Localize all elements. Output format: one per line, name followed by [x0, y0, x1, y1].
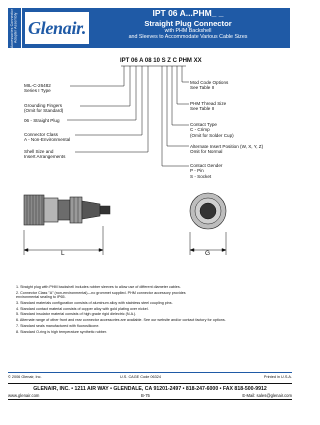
callout-grounding-fingers	[24, 103, 63, 114]
callout-alternate-insert	[190, 144, 263, 155]
note-item: 7. Standard seals manufactured with fluorosilicone.	[16, 323, 100, 328]
dimension-length-label: L	[61, 250, 65, 257]
callout-straight-plug	[24, 118, 60, 123]
title-sleeves: and Sleeves to Accommodate Various Cable Sizes	[128, 34, 248, 40]
callout-text: C - Crimp	[190, 127, 210, 133]
callout-text: P - Pin	[190, 168, 204, 174]
website-link[interactable]: www.glenair.com	[8, 393, 40, 398]
callout-text: S - Socket	[190, 173, 212, 179]
printed-in: Printed in U.S.A.	[263, 375, 292, 379]
connector-end-view	[190, 193, 226, 229]
email-link[interactable]: E-Mail: sales@glenair.com	[242, 393, 292, 398]
title-part-number: IPT 06 A...PHM_ _	[152, 8, 224, 18]
callout-text: Mod Code Options	[190, 80, 229, 85]
callout-contact-gender	[190, 163, 222, 179]
cage-code: U.S. CAGE Code 06324	[120, 375, 161, 379]
callout-leader-lines	[67, 66, 189, 166]
note-item: 8. Standard O-ring is high temperature synthetic rubber.	[16, 329, 108, 334]
callout-phm-thread	[190, 101, 226, 112]
note-item: 2. Connector Class "A" (non-environmental)—no grommet supplied. PHM connector accessory provides	[16, 290, 186, 295]
footer-divider	[8, 372, 292, 373]
note-item: 6. Alternate range of other front and rear connector accessories are available. See our website and/or contact factory for options.	[16, 318, 226, 323]
callout-connector-class	[24, 132, 70, 143]
callout-text: See Table II	[190, 106, 215, 112]
part-number-code: IPT 06 A 08 10 S Z C PHM XX	[120, 58, 202, 64]
callout-text: Series I Type	[24, 88, 51, 94]
note-item: 3. Standard materials configuration consists of aluminum alloy with stainless steel coupling pins.	[16, 300, 173, 305]
callout-mil-spec	[24, 83, 51, 94]
callout-text: Connector Class	[24, 132, 58, 137]
page-number: B-75	[141, 393, 150, 398]
footer-meta	[8, 375, 292, 382]
connector-drawing	[24, 195, 110, 225]
side-tab-label: Accessories Connector Adapter Assembly	[9, 8, 18, 48]
title-backshell: with PHM Backshell	[164, 27, 212, 34]
callout-shell-size	[24, 149, 65, 160]
footer-contact-bar	[8, 383, 292, 400]
notes-list	[16, 285, 292, 334]
logo-text: Glenair.	[27, 17, 87, 38]
company-address: GLENAIR, INC. • 1211 AIR WAY • GLENDALE, CA 91201-2497 • 818-247-6000 • FAX 818-500-9912	[33, 386, 267, 392]
note-item: 4. Standard contact material consists of copper alloy with gold plating over nickel.	[16, 306, 149, 311]
title-product: Straight Plug Connector	[144, 18, 232, 28]
callout-mod-code	[190, 80, 228, 91]
callout-text: Shell Size and	[24, 149, 54, 154]
callout-text: Contact Type	[190, 122, 217, 127]
callout-text: A - Non-Environmental	[24, 137, 71, 143]
callout-text: Contact Gender	[190, 163, 223, 168]
callout-text: 06 - Straight Plug	[24, 118, 60, 123]
callout-text: (Omit for Standard)	[24, 108, 64, 114]
callout-text: Insert Arrangements	[24, 154, 66, 160]
note-item: environmental sealing to IP65.	[16, 295, 66, 299]
callout-text: Alternate Insert Position (W, X, Y, Z)	[190, 144, 264, 149]
callout-text: (Omit for Solder Cup)	[190, 132, 234, 138]
callout-text: MIL-C-26482	[24, 83, 51, 88]
callout-contact-type	[190, 122, 234, 138]
dimension-diameter-label: G	[205, 250, 211, 257]
note-item: 5. Standard insulator material consists of high grade rigid dielectric (N.A.).	[16, 312, 137, 317]
callout-text: Grounding Fingers	[24, 103, 63, 108]
copyright: © 2006 Glenair, Inc.	[8, 375, 42, 379]
callout-text: Omit for Normal	[190, 149, 223, 155]
note-item: 1. Straight plug with PHM backshell includes rubber sleeves to allow use of different diameter cables.	[16, 285, 181, 289]
callout-text: See Table II	[190, 85, 215, 91]
callout-text: PHM Thread Size	[190, 101, 227, 106]
